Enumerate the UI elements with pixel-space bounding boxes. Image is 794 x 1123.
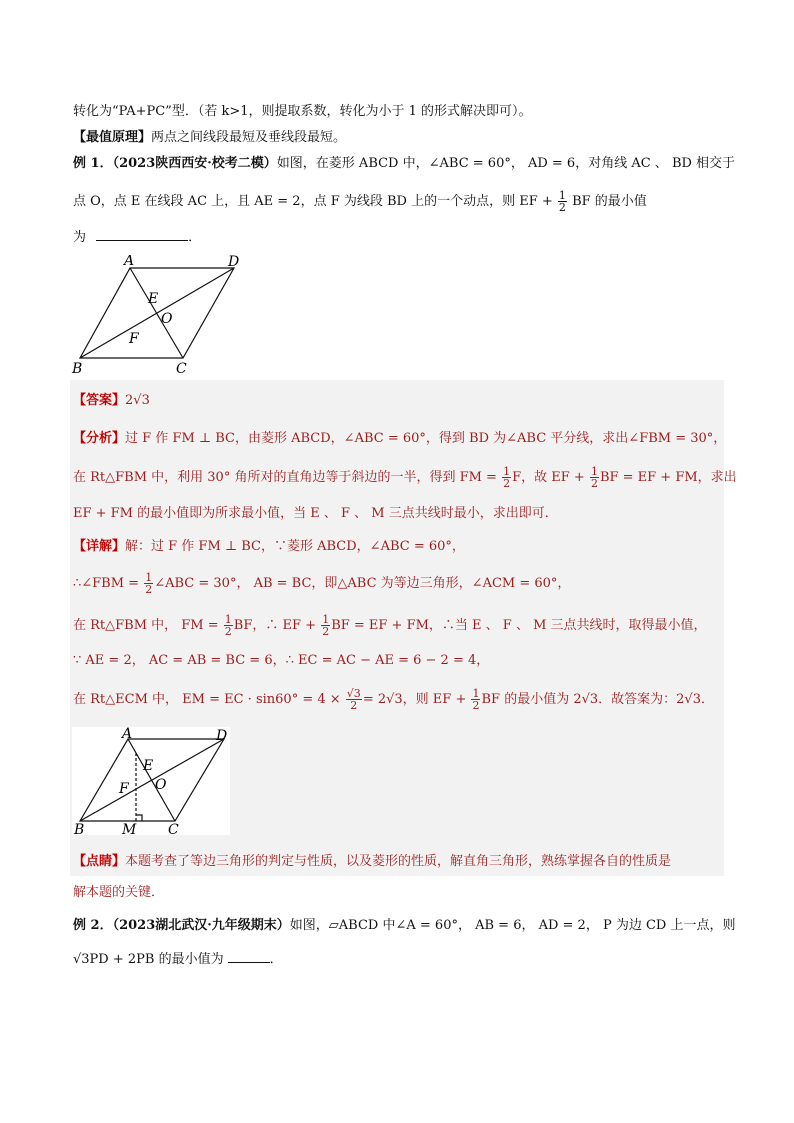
intro-line: 转化为“PA+PC”型．（若 k>1，则提取系数，转化为小于 1 的形式解决即可）。 [73, 104, 532, 119]
analysis-line2 [73, 466, 737, 489]
detail-text-5a: 在 Rt△ECM 中， EM = EC · sin60° = 4 × [73, 692, 341, 707]
principle-line [73, 128, 346, 148]
label-O: O [161, 311, 173, 327]
fraction-sqrt3-over-2: $\frac{√3}{2}$ [346, 687, 361, 712]
detail-tag: 【详解】 [73, 539, 126, 554]
label-B: B [74, 822, 85, 837]
example2-line1 [73, 916, 735, 936]
analysis-line1 [73, 429, 726, 449]
example2-question-1: 如图，▱ABCD 中∠A = 60°， AB = 6， AD = 2， P 为边 CD 上一点，则 [289, 918, 736, 933]
label-F: F [129, 331, 139, 347]
example1-question-3: 为 [73, 230, 87, 245]
principle-text: 两点之间线段最短及垂线段最短。 [151, 130, 347, 145]
analysis-tag: 【分析】 [73, 431, 126, 446]
detail-line3 [73, 614, 707, 637]
detail-line2 [73, 572, 570, 595]
analysis-line3: EF + FM 的最小值即为所求最小值，当 E 、 F 、 M 三点共线时最小，求出即可． [73, 506, 558, 521]
fraction-half: $\frac{1}{2}$ [590, 465, 598, 490]
label-M: M [122, 822, 137, 837]
detail-text-5c: BF 的最小值为 2√3．故答案为：2√3． [481, 692, 714, 707]
example1-question-2b: BF 的最小值 [572, 194, 647, 209]
fraction-half: $\frac{1}{2}$ [558, 189, 566, 214]
example1-line3: 为 ． [73, 230, 202, 245]
answer-blank [96, 228, 188, 241]
label-A: A [122, 727, 133, 742]
analysis-text-1: 过 F 作 FM ⊥ BC，由菱形 ABCD，∠ABC = 60°，得到 BD 为∠ABC 平分线，求出∠FBM = 30°， [125, 431, 727, 446]
comment-tag: 【点睛】 [73, 854, 126, 869]
fraction-half: $\frac{1}{2}$ [224, 613, 232, 638]
label-O: O [155, 777, 167, 793]
example1-question-2a: 点 O，点 E 在线段 AC 上，且 AE = 2，点 F 为线段 BD 上的一个动点，则 EF + [73, 194, 553, 209]
rhombus-figure-1 [66, 255, 256, 380]
comment-line2: 解本题的关键． [73, 885, 165, 900]
detail-text-1: 解：过 F 作 FM ⊥ BC，∵菱形 ABCD，∠ABC = 60°， [125, 539, 465, 554]
fraction-half: $\frac{1}{2}$ [503, 465, 511, 490]
label-B: B [72, 361, 83, 377]
detail-line1 [73, 537, 465, 557]
label-A: A [124, 255, 135, 269]
example2-question-2: √3PD + 2PB 的最小值为 [73, 952, 224, 967]
example1-line2 [73, 190, 647, 213]
label-D: D [216, 728, 228, 744]
analysis-text-2a: 在 Rt△FBM 中，利用 30° 角所对的直角边等于斜边的一半，得到 FM = [73, 470, 497, 485]
answer-tag: 【答案】 [73, 393, 126, 408]
example1-label: 例 1． [73, 156, 113, 171]
comment-text-1: 本题考查了等边三角形的判定与性质，以及菱形的性质，解直角三角形，熟练掌握各自的性质是 [125, 854, 672, 869]
label-C: C [176, 361, 187, 377]
detail-line5 [73, 688, 714, 711]
example1-source: （2023陕西西安·校考二模） [112, 156, 277, 171]
label-D: D [228, 255, 240, 270]
fraction-half: $\frac{1}{2}$ [472, 687, 480, 712]
detail-line4: ∵ AE = 2， AC = AB = BC = 6，∴ EC = AC − AE = 6 − 2 = 4， [73, 653, 490, 668]
label-C: C [168, 822, 179, 837]
label-E: E [143, 758, 154, 774]
comment-line1 [73, 852, 671, 872]
detail-text-5b: = 2√3，则 EF + [362, 692, 467, 707]
example1-question-1: 如图，在菱形 ABCD 中，∠ABC = 60°， AD = 6，对角线 AC 、 BD 相交于 [276, 156, 736, 171]
detail-text-2a: ∴∠FBM = [73, 576, 140, 591]
analysis-text-2c: BF = EF + FM，求出 [599, 470, 737, 485]
example1-line1 [73, 154, 735, 174]
detail-text-2b: ∠ABC = 30°， AB = BC，即△ABC 为等边三角形，∠ACM = 60°， [154, 576, 571, 591]
detail-text-3c: BF = EF + FM，∴当 E 、 F 、 M 三点共线时，取得最小值， [331, 618, 707, 633]
label-F: F [119, 781, 129, 797]
answer-value: 2√3 [125, 393, 150, 408]
analysis-text-2b: F，故 EF + [512, 470, 585, 485]
fraction-half: $\frac{1}{2}$ [322, 613, 330, 638]
detail-text-3b: BF，∴ EF + [233, 618, 317, 633]
example2-question-end: ． [269, 952, 283, 967]
rhombus-figure-2 [72, 727, 232, 837]
label-E: E [148, 291, 159, 307]
answer-line [73, 391, 150, 411]
example2-line2 [73, 950, 283, 970]
example2-label: 例 2． [73, 918, 113, 933]
example2-source: （2023湖北武汉·九年级期末） [112, 918, 290, 933]
fraction-half: $\frac{1}{2}$ [145, 571, 153, 596]
principle-tag: 【最值原理】 [73, 130, 152, 145]
detail-text-3a: 在 Rt△FBM 中， FM = [73, 618, 219, 633]
answer-blank [228, 950, 270, 963]
